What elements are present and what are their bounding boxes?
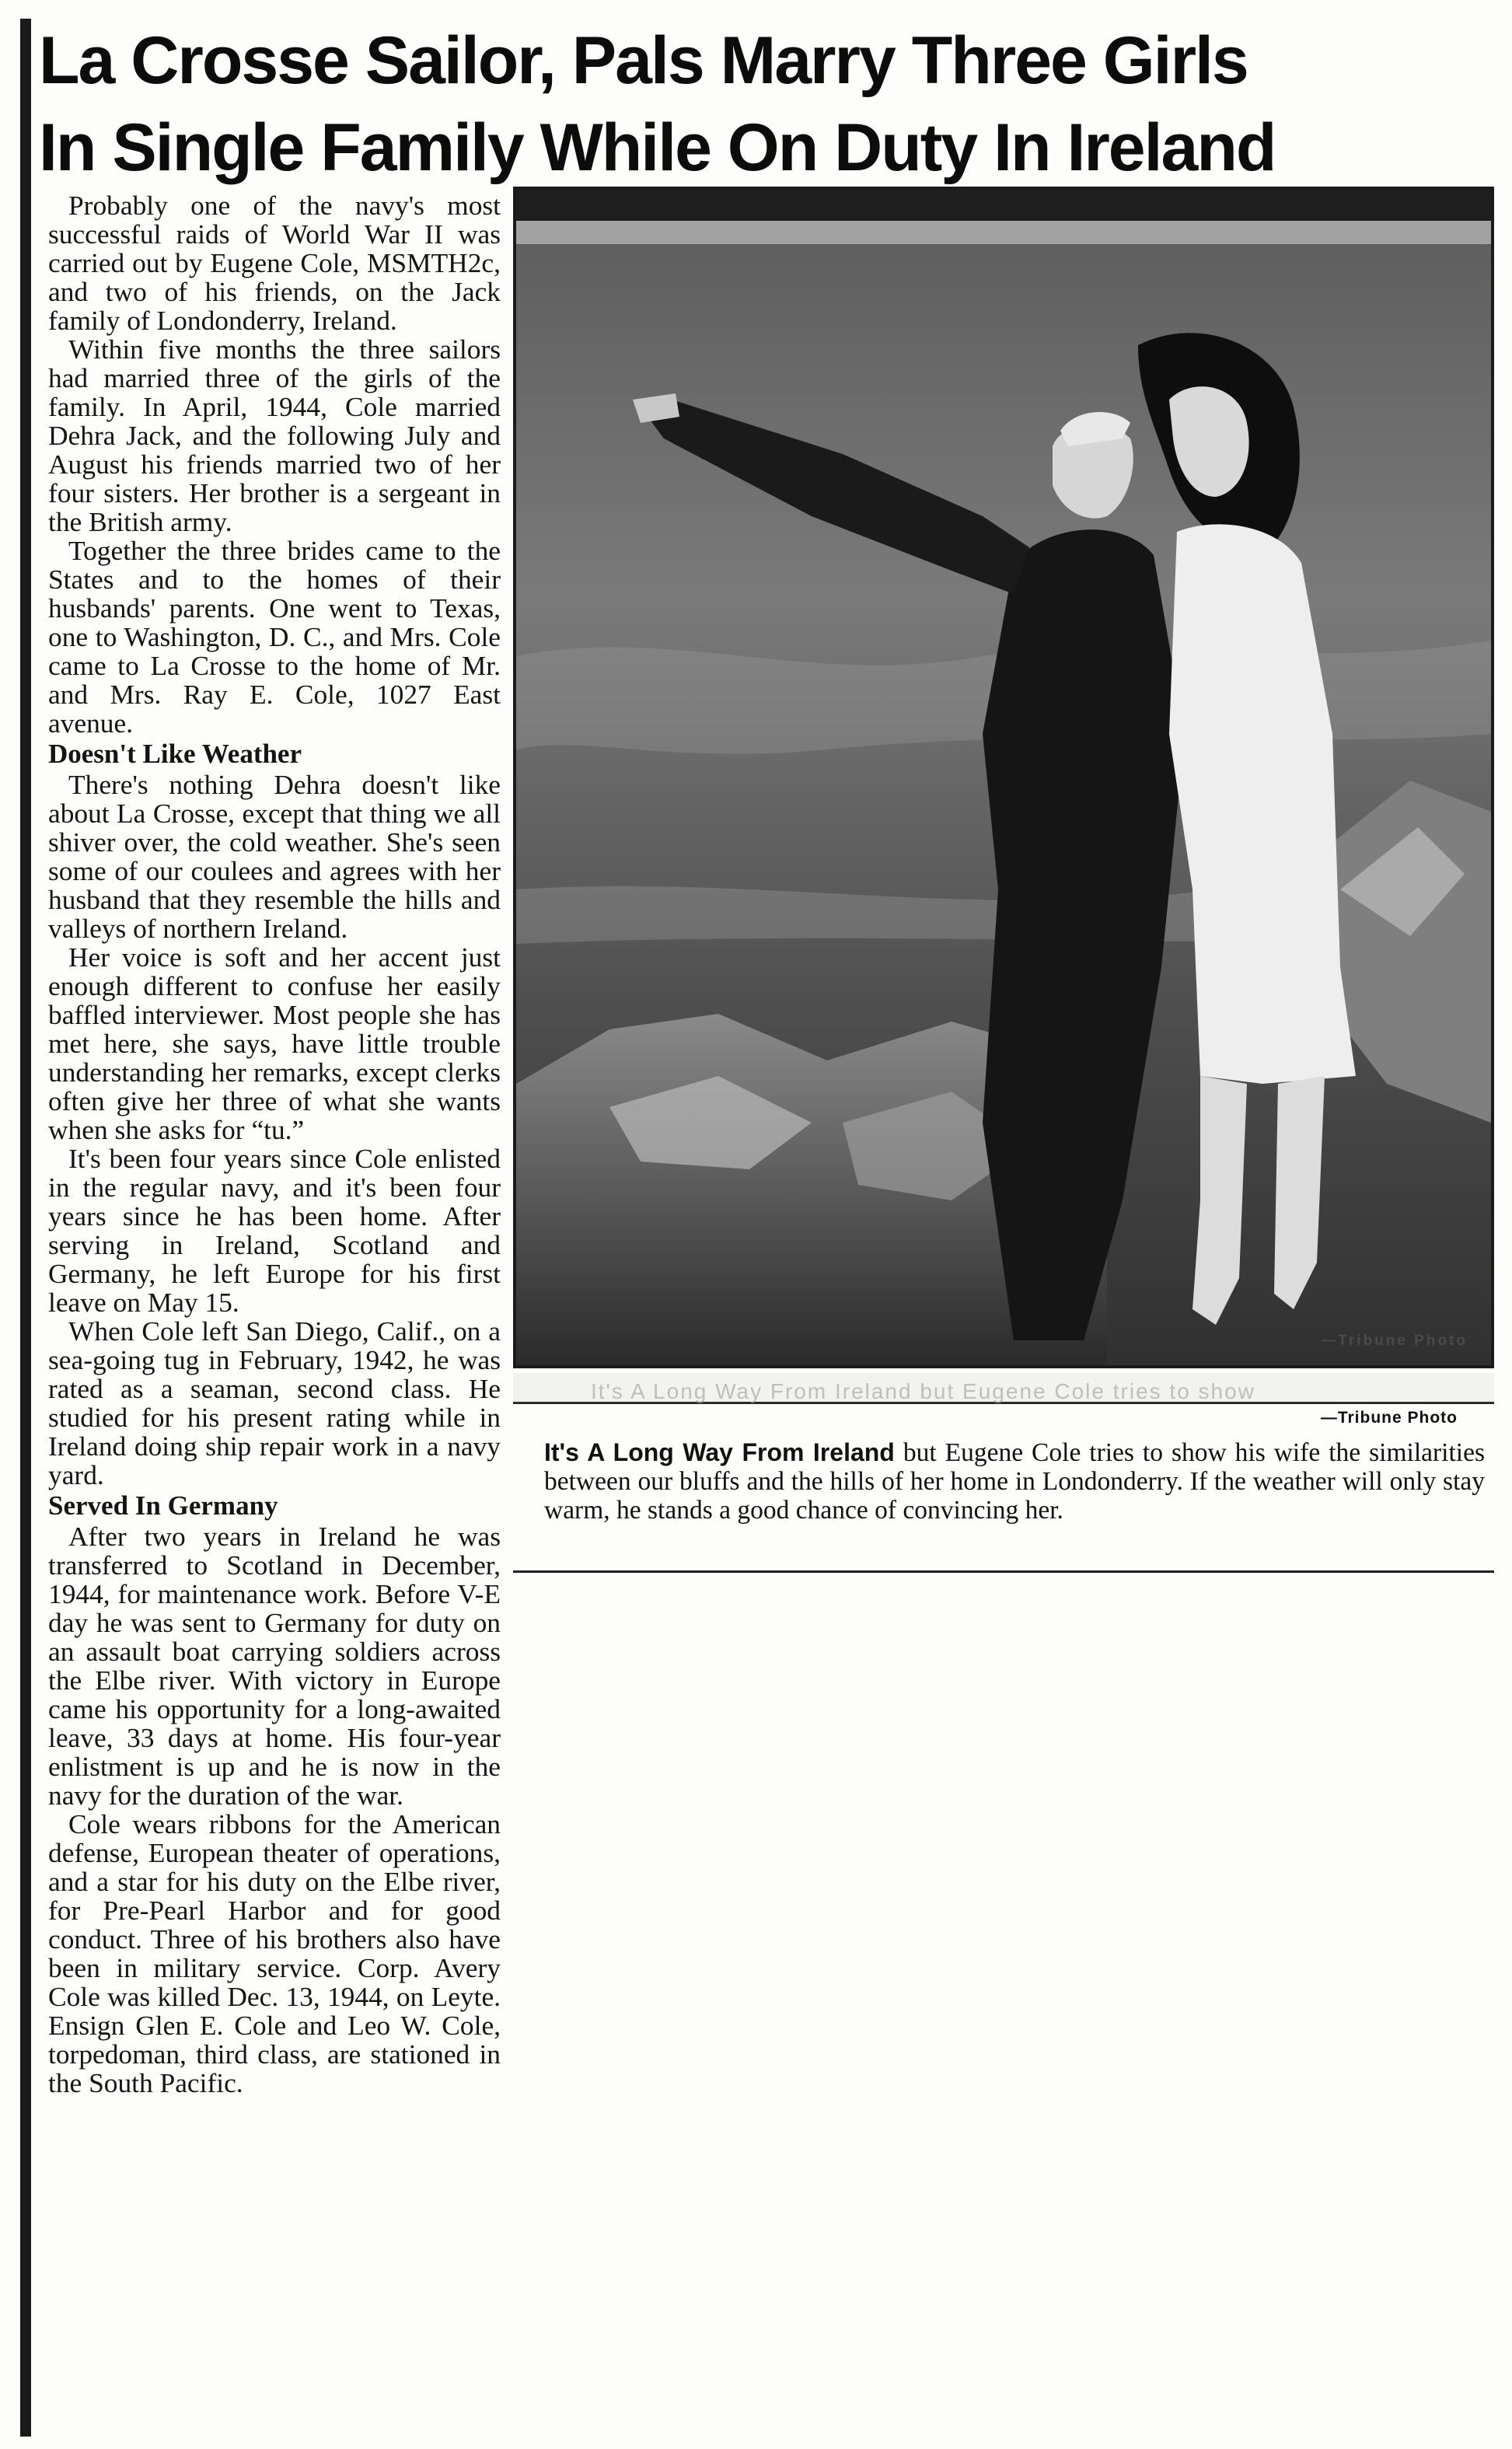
caption-divider	[513, 1570, 1494, 1573]
photo-caption	[544, 1438, 1485, 1525]
headline-line-2: In Single Family While On Duty In Ireland	[39, 110, 1276, 185]
article-column	[48, 191, 501, 2430]
article-paragraph: Her voice is soft and her accent just enough different to confuse her easily baffled interviewer. Most people she has met here, she says, have little trouble understanding her remarks, except clerks often give her three of what she wants when she asks for “tu.”	[48, 942, 501, 1145]
article-paragraph: It's been four years since Cole enlisted in the regular navy, and it's been four years since he has been home. After serving in Ireland, Scotland and Germany, he left Europe for his first leave on May 15.	[48, 1143, 501, 1318]
article-paragraph: After two years in Ireland he was transferred to Scotland in December, 1944, for maintenance work. Before V-E day he was sent to Germany for duty on an assault boat carrying soldiers across the Elbe river. With victory in Europe came his opportunity for a long-awaited leave, 33 days at home. His four-year enlistment is up and he is now in the navy for the duration of the war.	[48, 1521, 501, 1811]
article-paragraph: Together the three brides came to the States and to the homes of their husbands' parents. One went to Texas, one to Washington, D. C., and Mrs. Cole came to La Crosse to the home of Mr. and Mrs. Ray E. Cole, 1027 East avenue.	[48, 535, 501, 739]
photo-bottom-strip	[513, 1373, 1494, 1404]
article-paragraph: There's nothing Dehra doesn't like about La Crosse, except that thing we all shiver over, the cold weather. She's seen some of our coulees and agrees with her husband that they resemble the hills and valleys of northern Ireland.	[48, 769, 501, 944]
photo-illustration	[516, 190, 1491, 1365]
caption-lead: It's A Long Way From Ireland	[544, 1438, 895, 1466]
headline-line-1: La Crosse Sailor, Pals Marry Three Girls	[39, 23, 1248, 98]
ghost-caption: It's A Long Way From Ireland but Eugene Cole tries to show	[591, 1379, 1255, 1403]
article-paragraph: Cole wears ribbons for the American defense, European theater of operations, and a star for his duty on the Elbe river, for Pre-Pearl Harbor and for good conduct. Three of his brothers also have been in military service. Corp. Avery Cole was killed Dec. 13, 1944, on Leyte. Ensign Glen E. Cole and Leo W. Cole, torpedoman, third class, are stationed in the South Pacific.	[48, 1808, 501, 2098]
caption-body: but Eugene Cole tries to show his wife the similarities between our bluffs and the hills of her home in Londonderry. If the weather will only stay warm, he stands a good chance of convincing her.	[544, 1438, 1486, 1525]
article-paragraph: When Cole left San Diego, Calif., on a sea-going tug in February, 1942, he was rated as a seaman, second class. He studied for his present rating while in Ireland doing ship repair work in a navy yard.	[48, 1315, 501, 1490]
photo-credit-outside: —Tribune Photo	[1320, 1409, 1458, 1427]
photo	[513, 187, 1494, 1368]
article-paragraph: Within five months the three sailors had married three of the girls of the family. In April, 1944, Cole married Dehra Jack, and the following July and August his friends married two of her four sisters. Her brother is a sergeant in the British army.	[48, 334, 501, 537]
headline	[39, 17, 1500, 191]
column-rule	[20, 19, 31, 2437]
subhead-weather: Doesn't Like Weather	[48, 739, 302, 769]
article-paragraph: Probably one of the navy's most successful raids of World War II was carried out by Eugene Cole, MSMTH2c, and two of his friends, on the Jack family of Londonderry, Ireland.	[48, 191, 501, 336]
subhead-germany: Served In Germany	[48, 1490, 278, 1521]
photo-credit: —Tribune Photo	[1321, 1333, 1468, 1349]
